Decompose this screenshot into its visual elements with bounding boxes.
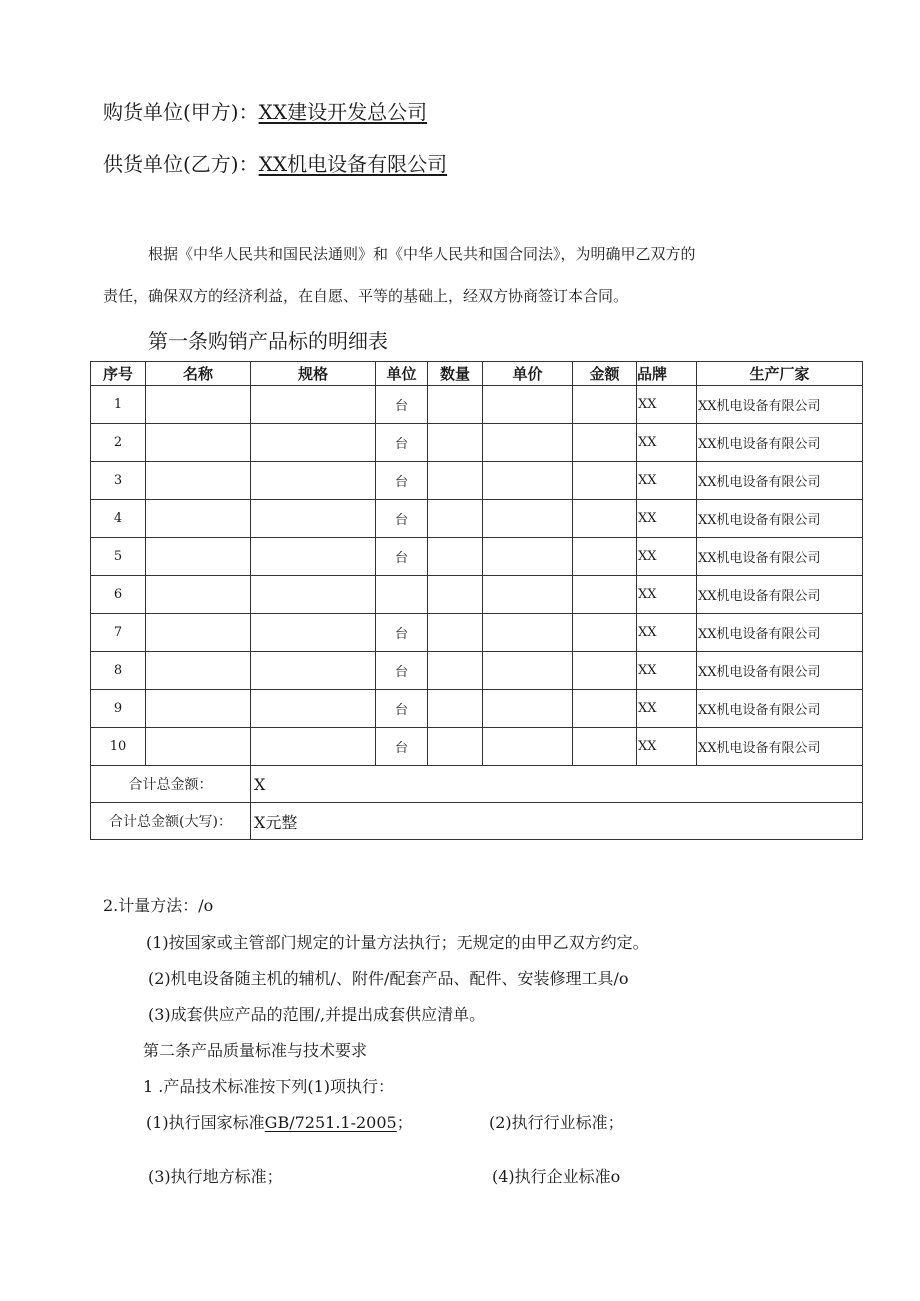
row-spec-cell [251, 386, 376, 424]
row-name-cell [146, 538, 251, 576]
row-brand: XX [637, 538, 697, 576]
row-spec-cell [251, 652, 376, 690]
total-value: X [251, 766, 863, 803]
seller-name: XX机电设备有限公司 [258, 152, 448, 176]
row-price-cell [483, 462, 573, 500]
buyer-line [103, 96, 427, 125]
total-upper-row [91, 803, 863, 840]
row-maker: XX机电设备有限公司 [697, 424, 863, 462]
option1-prefix: (1)执行国家标准 [146, 1113, 265, 1132]
row-name-cell [146, 728, 251, 766]
row-price-cell [483, 614, 573, 652]
row-unit: 台 [376, 462, 428, 500]
header-brand: 品牌 [637, 362, 697, 386]
standard-option-3: (3)执行地方标准； [148, 1167, 283, 1186]
row-maker: XX机电设备有限公司 [697, 500, 863, 538]
row-amount-cell [573, 652, 637, 690]
row-name-cell [146, 614, 251, 652]
header-name: 名称 [146, 362, 251, 386]
row-maker: XX机电设备有限公司 [697, 538, 863, 576]
row-qty-cell [428, 462, 483, 500]
row-price-cell [483, 690, 573, 728]
row-spec-cell [251, 500, 376, 538]
row-spec-cell [251, 576, 376, 614]
row-amount-cell [573, 462, 637, 500]
article2-title: 第二条产品质量标准与技术要求 [143, 1041, 368, 1060]
row-no: 4 [91, 500, 146, 538]
row-price-cell [483, 500, 573, 538]
row-maker: XX机电设备有限公司 [697, 690, 863, 728]
row-price-cell [483, 424, 573, 462]
row-spec-cell [251, 614, 376, 652]
header-maker: 生产厂家 [697, 362, 863, 386]
row-price-cell [483, 576, 573, 614]
seller-label: 供货单位(乙方)： [103, 152, 259, 176]
standard-option-2: (2)执行行业标准； [489, 1113, 624, 1132]
standard-option-1 [146, 1110, 413, 1133]
header-no: 序号 [91, 362, 146, 386]
row-price-cell [483, 652, 573, 690]
row-name-cell [146, 462, 251, 500]
row-no: 6 [91, 576, 146, 614]
row-maker: XX机电设备有限公司 [697, 576, 863, 614]
total-upper-value: X元整 [251, 803, 863, 840]
table-row [91, 690, 863, 728]
row-amount-cell [573, 538, 637, 576]
row-name-cell [146, 652, 251, 690]
row-price-cell [483, 538, 573, 576]
row-spec-cell [251, 690, 376, 728]
row-amount-cell [573, 386, 637, 424]
row-amount-cell [573, 614, 637, 652]
row-price-cell [483, 386, 573, 424]
row-name-cell [146, 386, 251, 424]
table-header-row [91, 362, 863, 386]
row-brand: XX [637, 652, 697, 690]
article2-line-1: 1 .产品技术标准按下列(1)项执行： [143, 1077, 395, 1096]
measurement-item-3: (3)成套供应产品的范围/,并提出成套供应清单。 [148, 1005, 486, 1024]
row-qty-cell [428, 386, 483, 424]
row-price-cell [483, 728, 573, 766]
row-unit: 台 [376, 424, 428, 462]
row-amount-cell [573, 500, 637, 538]
row-brand: XX [637, 424, 697, 462]
header-qty: 数量 [428, 362, 483, 386]
row-no: 5 [91, 538, 146, 576]
row-maker: XX机电设备有限公司 [697, 728, 863, 766]
table-row [91, 424, 863, 462]
row-amount-cell [573, 576, 637, 614]
row-spec-cell [251, 424, 376, 462]
row-qty-cell [428, 728, 483, 766]
table-row [91, 614, 863, 652]
row-maker: XX机电设备有限公司 [697, 652, 863, 690]
row-no: 7 [91, 614, 146, 652]
row-brand: XX [637, 690, 697, 728]
row-qty-cell [428, 500, 483, 538]
row-no: 2 [91, 424, 146, 462]
buyer-name: XX建设开发总公司 [258, 100, 428, 124]
row-amount-cell [573, 690, 637, 728]
row-name-cell [146, 500, 251, 538]
row-amount-cell [573, 424, 637, 462]
row-unit: 台 [376, 652, 428, 690]
table-row [91, 576, 863, 614]
row-spec-cell [251, 728, 376, 766]
row-brand: XX [637, 728, 697, 766]
table-row [91, 652, 863, 690]
row-brand: XX [637, 462, 697, 500]
row-qty-cell [428, 652, 483, 690]
buyer-label: 购货单位(甲方)： [103, 100, 259, 124]
header-spec: 规格 [251, 362, 376, 386]
option1-suffix: ； [396, 1113, 413, 1132]
row-no: 1 [91, 386, 146, 424]
row-name-cell [146, 576, 251, 614]
table-row [91, 386, 863, 424]
row-spec-cell [251, 538, 376, 576]
row-qty-cell [428, 538, 483, 576]
article1-title: 第一条购销产品标的明细表 [148, 329, 388, 353]
intro-line-2: 责任，确保双方的经济利益，在自愿、平等的基础上，经双方协商签订本合同。 [103, 287, 629, 305]
total-label: 合计总金额： [91, 766, 251, 803]
row-brand: XX [637, 614, 697, 652]
header-unit: 单位 [376, 362, 428, 386]
row-spec-cell [251, 462, 376, 500]
row-unit: 台 [376, 538, 428, 576]
total-row [91, 766, 863, 803]
header-price: 单价 [483, 362, 573, 386]
row-amount-cell [573, 728, 637, 766]
row-qty-cell [428, 614, 483, 652]
table-row [91, 728, 863, 766]
row-brand: XX [637, 576, 697, 614]
seller-line [103, 148, 447, 177]
row-unit: 台 [376, 690, 428, 728]
standard-option-4: (4)执行企业标准o [492, 1167, 621, 1186]
row-brand: XX [637, 500, 697, 538]
table-row [91, 538, 863, 576]
header-amount: 金额 [573, 362, 637, 386]
row-qty-cell [428, 424, 483, 462]
measurement-item-1: (1)按国家或主管部门规定的计量方法执行；无规定的由甲乙双方约定。 [146, 933, 649, 952]
row-brand: XX [637, 386, 697, 424]
product-detail-table [90, 361, 863, 840]
national-standard-code: GB/7251.1-2005 [264, 1113, 397, 1132]
measurement-item-2: (2)机电设备随主机的辅机/、附件/配套产品、配件、安装修理工具/o [148, 969, 629, 988]
row-unit: 台 [376, 728, 428, 766]
row-unit: 台 [376, 614, 428, 652]
row-unit [376, 576, 428, 614]
row-no: 10 [91, 728, 146, 766]
row-maker: XX机电设备有限公司 [697, 614, 863, 652]
measurement-title: 2.计量方法：/o [103, 896, 214, 915]
row-maker: XX机电设备有限公司 [697, 386, 863, 424]
row-qty-cell [428, 690, 483, 728]
row-no: 3 [91, 462, 146, 500]
row-name-cell [146, 690, 251, 728]
row-unit: 台 [376, 500, 428, 538]
table-row [91, 462, 863, 500]
intro-line-1: 根据《中华人民共和国民法通则》和《中华人民共和国合同法》，为明确甲乙双方的 [148, 245, 696, 263]
row-no: 8 [91, 652, 146, 690]
row-maker: XX机电设备有限公司 [697, 462, 863, 500]
row-no: 9 [91, 690, 146, 728]
row-qty-cell [428, 576, 483, 614]
row-name-cell [146, 424, 251, 462]
row-unit: 台 [376, 386, 428, 424]
table-row [91, 500, 863, 538]
total-upper-label: 合计总金额(大写)： [91, 803, 251, 840]
